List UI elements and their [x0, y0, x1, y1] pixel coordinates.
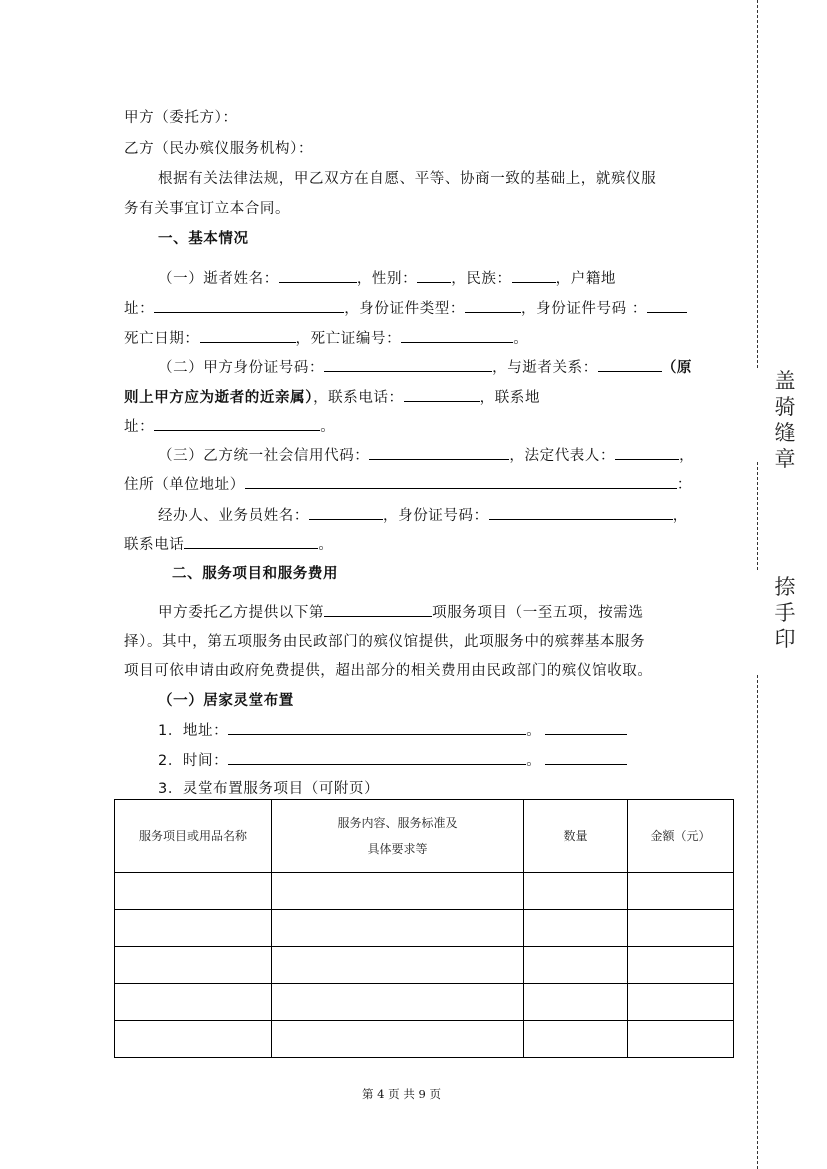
credit-code-field[interactable] [369, 445, 509, 460]
gender-field[interactable] [417, 268, 451, 283]
header-quantity: 数量 [524, 800, 628, 873]
hall-address-field[interactable] [228, 720, 526, 735]
household-label: ，户籍地 [555, 271, 617, 287]
death-date-field[interactable] [200, 328, 296, 343]
agent-phone-label: 联系电话 [124, 537, 185, 553]
party-a-id-field[interactable] [324, 357, 492, 372]
seal-label: 盖骑缝章 [774, 369, 796, 471]
table-cell[interactable] [628, 984, 734, 1021]
table-cell[interactable] [115, 1021, 272, 1058]
party-a-id-label: （二）甲方身份证号码： [158, 360, 325, 376]
table-cell[interactable] [524, 984, 628, 1021]
table-cell[interactable] [115, 984, 272, 1021]
ethnicity-field[interactable] [512, 268, 556, 283]
hall-address-extra-field[interactable] [545, 720, 627, 735]
service-para-3: 项目可依申请由政府免费提供，超出部分的相关费用由民政部门的殡仪馆收取。 [124, 663, 653, 679]
address-prefix-label: 址： [124, 301, 155, 317]
legal-rep-label: ，法定代表人： [509, 448, 616, 464]
party-a-label: 甲方（委托方）： [124, 110, 238, 126]
death-cert-label: ，死亡证编号： [295, 331, 402, 347]
service-para-1a: 甲方委托乙方提供以下第 [158, 605, 325, 621]
agent-id-label: ，身份证号码： [383, 508, 489, 524]
residence-field[interactable] [245, 474, 677, 489]
hall-time-dot: 。 [526, 753, 542, 769]
deceased-name-label: （一）逝者姓名： [158, 271, 279, 287]
agent-name-field[interactable] [309, 505, 383, 520]
party-b-label: 乙方（民办殡仪服务机构）： [124, 141, 314, 157]
household-address-field[interactable] [154, 298, 344, 313]
item3-end: 。 [318, 537, 334, 553]
table-row [115, 1021, 734, 1058]
relative-note-start: （原 [661, 360, 693, 376]
preamble-line-2: 务有关事宜订立本合同。 [124, 201, 291, 217]
section2-heading: 二、服务项目和服务费用 [172, 566, 339, 582]
party-a-phone-label: ，联系电话： [313, 390, 404, 406]
hall-time-extra-field[interactable] [545, 750, 627, 765]
service-items-field[interactable] [324, 602, 432, 617]
residence-label: 住所（单位地址） [124, 477, 245, 493]
agent-phone-field[interactable] [184, 534, 318, 549]
deceased-name-field[interactable] [279, 268, 357, 283]
binding-line-upper [757, 0, 758, 368]
relation-label: ，与逝者关系： [492, 360, 598, 376]
table-row [115, 873, 734, 910]
preamble-line-1: 根据有关法律法规，甲乙双方在自愿、平等、协商一致的基础上，就殡仪服 [158, 171, 657, 187]
home-hall-heading: （一）居家灵堂布置 [158, 693, 294, 709]
binding-line-middle [757, 462, 758, 570]
item1-end: 。 [513, 331, 529, 347]
table-cell[interactable] [628, 947, 734, 984]
death-cert-field[interactable] [401, 328, 513, 343]
header-item-name: 服务项目或用品名称 [115, 800, 272, 873]
party-a-phone-field[interactable] [404, 387, 480, 402]
agent-id-field[interactable] [489, 505, 673, 520]
agent-id-comma: ， [672, 508, 688, 524]
table-cell[interactable] [524, 1021, 628, 1058]
item2-end: 。 [320, 419, 336, 435]
table-cell[interactable] [524, 910, 628, 947]
relative-note-end: 则上甲方应为逝者的近亲属） [124, 390, 314, 406]
relation-field[interactable] [598, 357, 662, 372]
hall-time-field[interactable] [228, 750, 526, 765]
header-service-content [272, 800, 524, 873]
id-number-label: ，身份证件号码 ： [521, 301, 648, 317]
table-row [115, 984, 734, 1021]
service-para-2: 择）。其中，第五项服务由民政部门的殡仪馆提供，此项服务中的殡葬基本服务 [124, 634, 646, 650]
table-cell[interactable] [524, 873, 628, 910]
table-cell[interactable] [115, 947, 272, 984]
hall-items-label: 3．灵堂布置服务项目（可附页） [158, 781, 380, 797]
header-amount: 金额（元） [628, 800, 734, 873]
service-para-1b: 项服务项目（一至五项，按需选 [432, 605, 644, 621]
header-service-content-line1: 服务内容、服务标准及 [337, 816, 458, 830]
contact-address-field[interactable] [154, 416, 320, 431]
header-service-content-line2: 具体要求等 [367, 842, 428, 856]
table-row [115, 947, 734, 984]
hall-address-label: 1．地址： [158, 723, 229, 739]
id-type-field[interactable] [465, 298, 521, 313]
table-cell[interactable] [628, 910, 734, 947]
table-cell[interactable] [272, 873, 524, 910]
table-cell[interactable] [272, 910, 524, 947]
gender-label: ，性别： [356, 271, 418, 287]
table-cell[interactable] [272, 1021, 524, 1058]
section1-heading: 一、基本情况 [158, 231, 249, 247]
credit-code-label: （三）乙方统一社会信用代码： [158, 448, 370, 464]
contact-address-prefix: 址： [124, 419, 155, 435]
table-cell[interactable] [115, 910, 272, 947]
table-cell[interactable] [272, 947, 524, 984]
agent-name-label: 经办人、业务员姓名： [158, 508, 309, 524]
table-cell[interactable] [628, 873, 734, 910]
table-cell[interactable] [115, 873, 272, 910]
table-cell[interactable] [272, 984, 524, 1021]
table-row [115, 910, 734, 947]
table-header-row [115, 800, 734, 873]
legal-rep-field[interactable] [615, 445, 679, 460]
hall-address-dot: 。 [526, 723, 542, 739]
page-number: 第 4 页 共 9 页 [362, 1087, 441, 1101]
hall-time-label: 2．时间： [158, 753, 229, 769]
legal-rep-comma: ， [679, 448, 695, 464]
ethnicity-label: ，民族： [451, 271, 512, 287]
table-cell[interactable] [628, 1021, 734, 1058]
table-cell[interactable] [524, 947, 628, 984]
thumbprint-label: 捺手印 [774, 575, 796, 651]
residence-colon: ： [676, 477, 692, 493]
death-date-label: 死亡日期： [124, 331, 200, 347]
id-number-field[interactable] [647, 298, 687, 313]
service-items-table [114, 799, 734, 1058]
contact-address-label: ，联系地 [479, 390, 541, 406]
id-type-label: ，身份证件类型： [344, 301, 466, 317]
